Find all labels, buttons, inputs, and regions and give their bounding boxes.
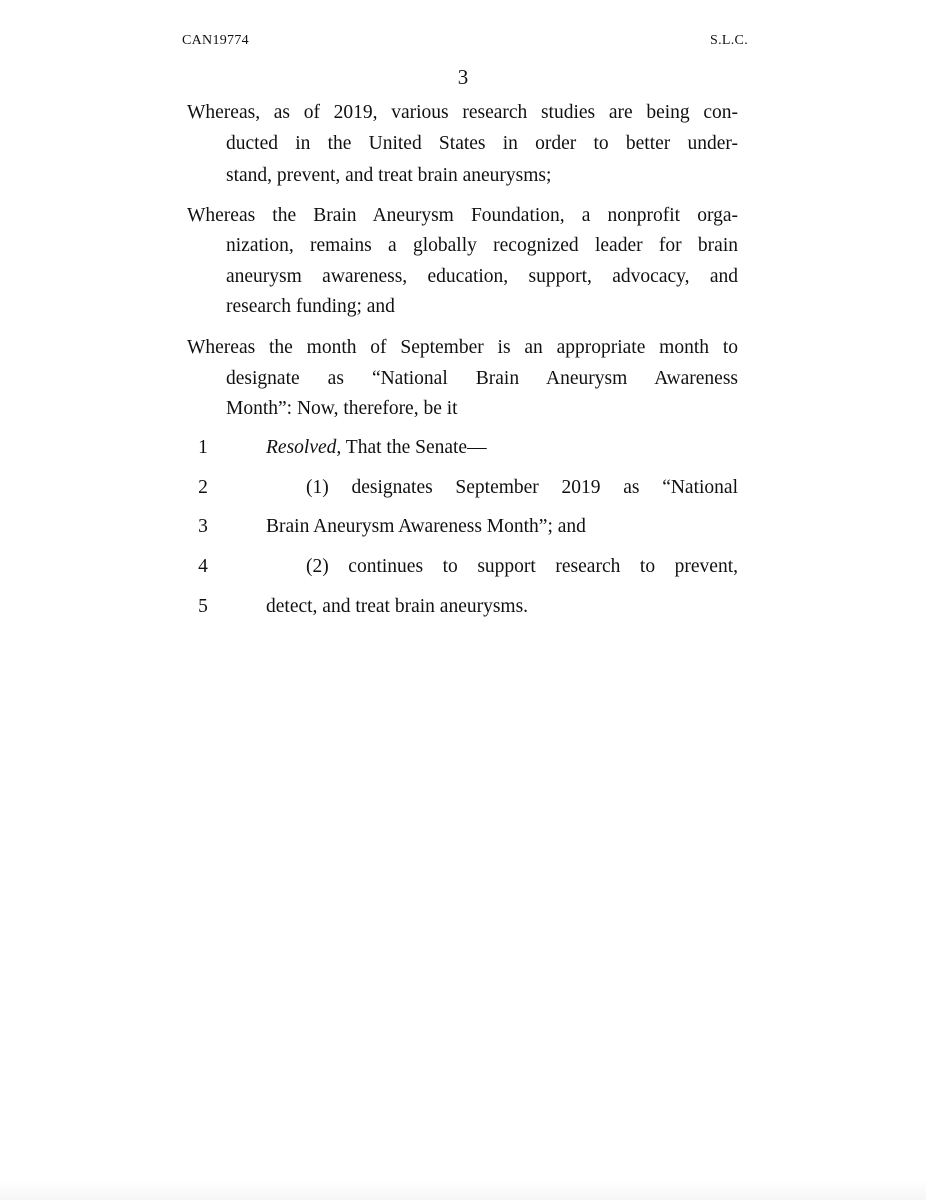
page-bottom-edge: [0, 1180, 926, 1200]
text-line: Brain Aneurysm Awareness Month”; and: [266, 516, 586, 537]
text-line: (2) continues to support research to prevent,: [306, 556, 738, 577]
text-line: Month”: Now, therefore, be it: [226, 398, 458, 419]
text-line: stand, prevent, and treat brain aneurysms;: [226, 165, 552, 186]
resolved-word: Resolved,: [266, 437, 342, 458]
text-line: ducted in the United States in order to better under-: [226, 133, 738, 154]
line-number: 5: [198, 596, 208, 617]
document-id: CAN19774: [182, 33, 249, 48]
text-line: (1) designates September 2019 as “National: [306, 477, 738, 498]
text-line: nization, remains a globally recognized leader for brain: [226, 235, 738, 256]
text-line: Whereas the month of September is an appropriate month to: [187, 337, 738, 358]
text-line: That the Senate—: [345, 437, 487, 458]
text-line: detect, and treat brain aneurysms.: [266, 596, 529, 617]
resolved-line: [266, 436, 487, 460]
line-number: 2: [198, 477, 208, 498]
office-code: S.L.C.: [710, 33, 748, 48]
line-number: 1: [198, 437, 208, 458]
text-line: research funding; and: [226, 296, 395, 317]
text-line: Whereas the Brain Aneurysm Foundation, a nonprofit orga-: [187, 205, 738, 226]
line-number: 3: [198, 516, 208, 537]
text-line: Whereas, as of 2019, various research studies are being con-: [187, 102, 738, 123]
page-number: 3: [457, 65, 469, 89]
line-number: 4: [198, 556, 208, 577]
text-line: aneurysm awareness, education, support, advocacy, and: [226, 266, 738, 287]
text-line: designate as “National Brain Aneurysm Awareness: [226, 368, 738, 389]
